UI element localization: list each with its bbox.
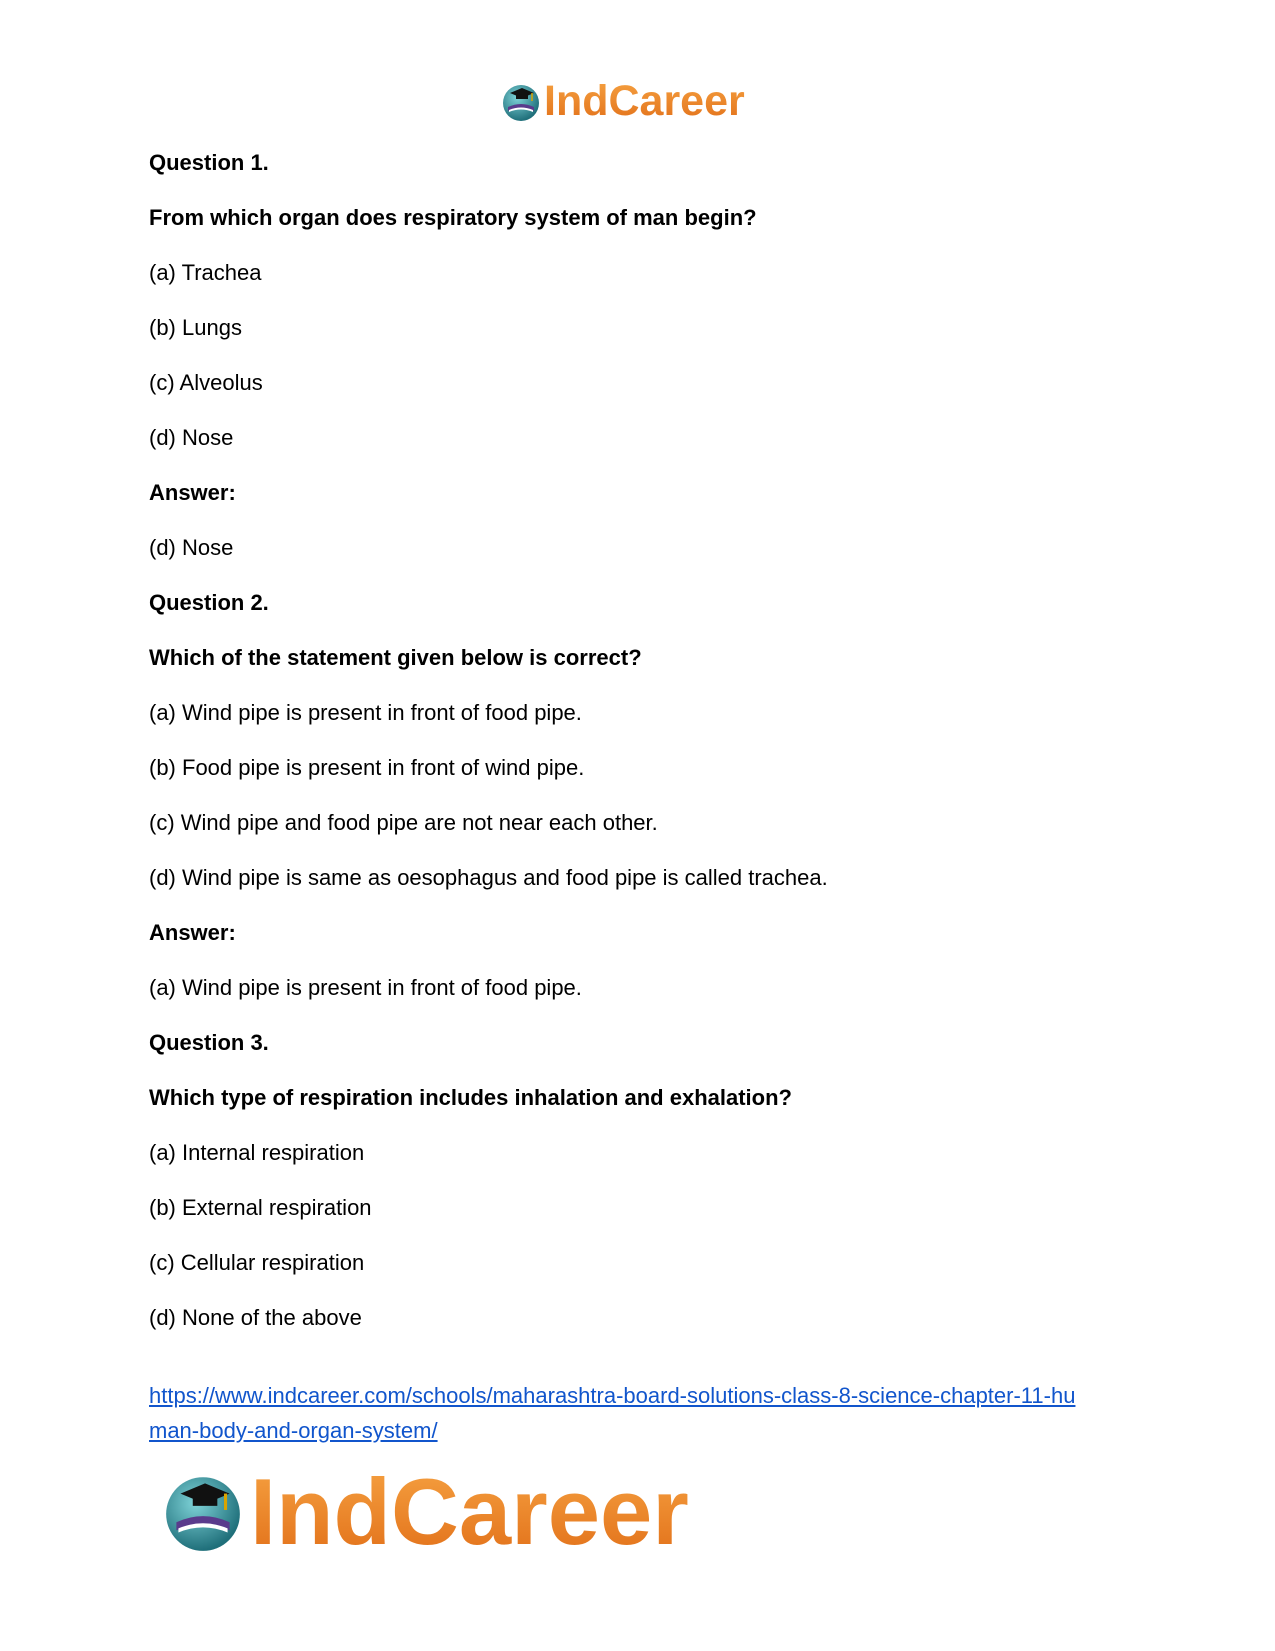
answer-option: (d) Wind pipe is same as oesophagus and food pipe is called trachea. [149, 865, 828, 890]
question-prompt: From which organ does respiratory system of man begin? [149, 205, 757, 230]
answer-option: (a) Trachea [149, 260, 262, 285]
answer-option: (b) Lungs [149, 315, 242, 340]
source-link-block [149, 1378, 1129, 1448]
question-prompt: Which of the statement given below is correct? [149, 645, 642, 670]
answer-option: (b) Food pipe is present in front of wind pipe. [149, 755, 585, 780]
answer-label: Answer: [149, 920, 236, 945]
question-heading: Question 1. [149, 150, 269, 175]
question-heading: Question 2. [149, 590, 269, 615]
globe-book-mortarboard-icon [500, 81, 542, 123]
source-link-line1: https://www.indcareer.com/schools/maharashtra-board-solutions-class-8-science-chapter-11-hu [149, 1383, 1076, 1408]
answer-option: (c) Wind pipe and food pipe are not near each other. [149, 810, 658, 835]
source-link-line2: man-body-and-organ-system/ [149, 1418, 438, 1443]
answer-option: (d) None of the above [149, 1305, 362, 1330]
answer-value: (d) Nose [149, 535, 234, 560]
globe-book-mortarboard-icon [160, 1469, 246, 1555]
answer-option: (a) Wind pipe is present in front of food pipe. [149, 700, 582, 725]
footer-logo [160, 1459, 689, 1564]
answer-option: (a) Internal respiration [149, 1140, 365, 1165]
document-body [149, 150, 1149, 1360]
header-logo [500, 77, 745, 125]
logo-wordmark: IndCareer [544, 77, 745, 125]
answer-option: (b) External respiration [149, 1195, 372, 1220]
answer-value: (a) Wind pipe is present in front of food pipe. [149, 975, 582, 1000]
answer-option: (c) Cellular respiration [149, 1250, 365, 1275]
answer-option: (d) Nose [149, 425, 234, 450]
answer-option: (c) Alveolus [149, 370, 263, 395]
logo-wordmark: IndCareer [250, 1459, 689, 1564]
source-link[interactable] [149, 1383, 1075, 1443]
answer-label: Answer: [149, 480, 236, 505]
question-heading: Question 3. [149, 1030, 269, 1055]
question-prompt: Which type of respiration includes inhalation and exhalation? [149, 1085, 792, 1110]
